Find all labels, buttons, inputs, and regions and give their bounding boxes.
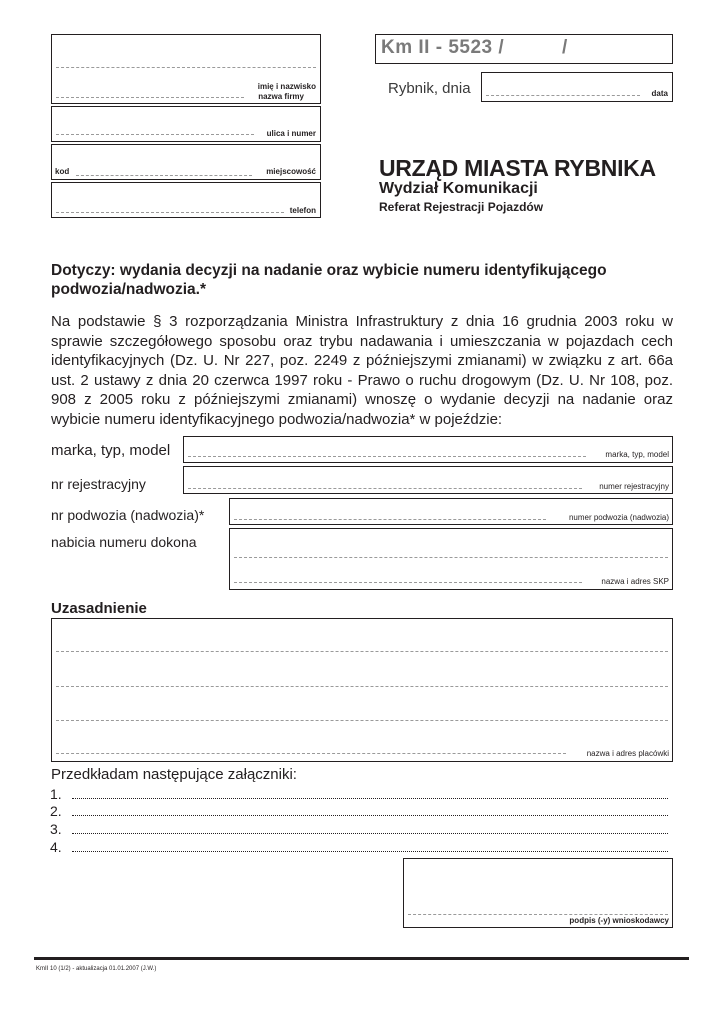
- date-label: data: [651, 89, 668, 98]
- attachment-line-2[interactable]: 2.: [50, 803, 672, 819]
- chassis-hint: numer podwozia (nadwozia): [568, 513, 669, 522]
- applicant-name-box[interactable]: [51, 34, 321, 104]
- reg-label: nr rejestracyjny: [51, 476, 146, 492]
- reg-field[interactable]: [183, 466, 673, 494]
- footer-rule: [34, 957, 689, 960]
- stamping-hint: nazwa i adres SKP: [601, 577, 669, 586]
- justification-title: Uzasadnienie: [51, 600, 147, 617]
- date-field[interactable]: [481, 72, 673, 102]
- applicant-name-label: imię i nazwisko: [257, 82, 316, 91]
- applicant-postcode-label: kod: [55, 167, 70, 176]
- place-date-label: Rybnik, dnia: [388, 80, 471, 97]
- attachment-line-4[interactable]: 4.: [50, 839, 672, 855]
- chassis-label: nr podwozia (nadwozia)*: [51, 507, 205, 523]
- applicant-street-label: ulica i numer: [266, 129, 316, 138]
- make-hint: marka, typ, model: [605, 450, 669, 459]
- footer-code: KmII 10 (1/2) - aktualizacja 01.01.2007 (J.W.): [36, 966, 157, 972]
- signature-label: podpis (-y) wnioskodawcy: [569, 916, 669, 925]
- make-label: marka, typ, model: [51, 442, 171, 459]
- attachments-title: Przedkładam następujące załączniki:: [51, 766, 297, 783]
- applicant-phone-box[interactable]: [51, 182, 321, 218]
- applicant-city-box[interactable]: [51, 144, 321, 180]
- signature-field[interactable]: [403, 858, 673, 928]
- stamping-field[interactable]: [229, 528, 673, 590]
- attachment-line-3[interactable]: 3.: [50, 821, 672, 837]
- chassis-field[interactable]: [229, 498, 673, 525]
- make-field[interactable]: [183, 436, 673, 463]
- stamping-label: nabicia numeru dokona: [51, 534, 197, 550]
- body-text: Na podstawie § 3 rozporządzania Ministra Infrastruktury z dnia 16 grudnia 2003 roku w sprawie szczegółowego sposobu oraz trybu nadawania i umieszczania w pojazdach cech identyfikacyjnych (Dz. U. Nr 227, poz. 2249 z późniejszymi zmianami) w związku z art. 66a ust. 2 ustawy z dnia 20 czerwca 1997 roku - Prawo o ruchu drogowym (Dz. U. Nr 108, poz. 908 z 2005 roku z późniejszymi zmianami) wnoszę o wydanie decyzji na nadanie oraz wybicie numeru identyfikacyjnego podwozia/nadwozia* w pojeździe:: [51, 313, 673, 428]
- case-number-box: [375, 34, 673, 64]
- applicant-phone-label: telefon: [289, 206, 316, 215]
- office-title: URZĄD MIASTA RYBNIKA: [379, 155, 656, 181]
- case-number: Km II - 5523 / /: [381, 37, 568, 58]
- office-section: Referat Rejestracji Pojazdów: [379, 200, 544, 214]
- justification-hint: nazwa i adres placówki: [586, 749, 669, 758]
- reg-hint: numer rejestracyjny: [599, 482, 669, 491]
- applicant-company-label: nazwa firmy: [258, 92, 304, 101]
- attachment-line-1[interactable]: 1.: [50, 786, 672, 802]
- applicant-street-box[interactable]: [51, 106, 321, 142]
- office-department: Wydział Komunikacji: [379, 180, 538, 197]
- justification-field[interactable]: [51, 618, 673, 762]
- applicant-city-label: miejscowość: [266, 167, 316, 176]
- subject: Dotyczy: wydania decyzji na nadanie oraz wybicie numeru identyfikującego podwozia/nadwozia.*: [51, 262, 607, 298]
